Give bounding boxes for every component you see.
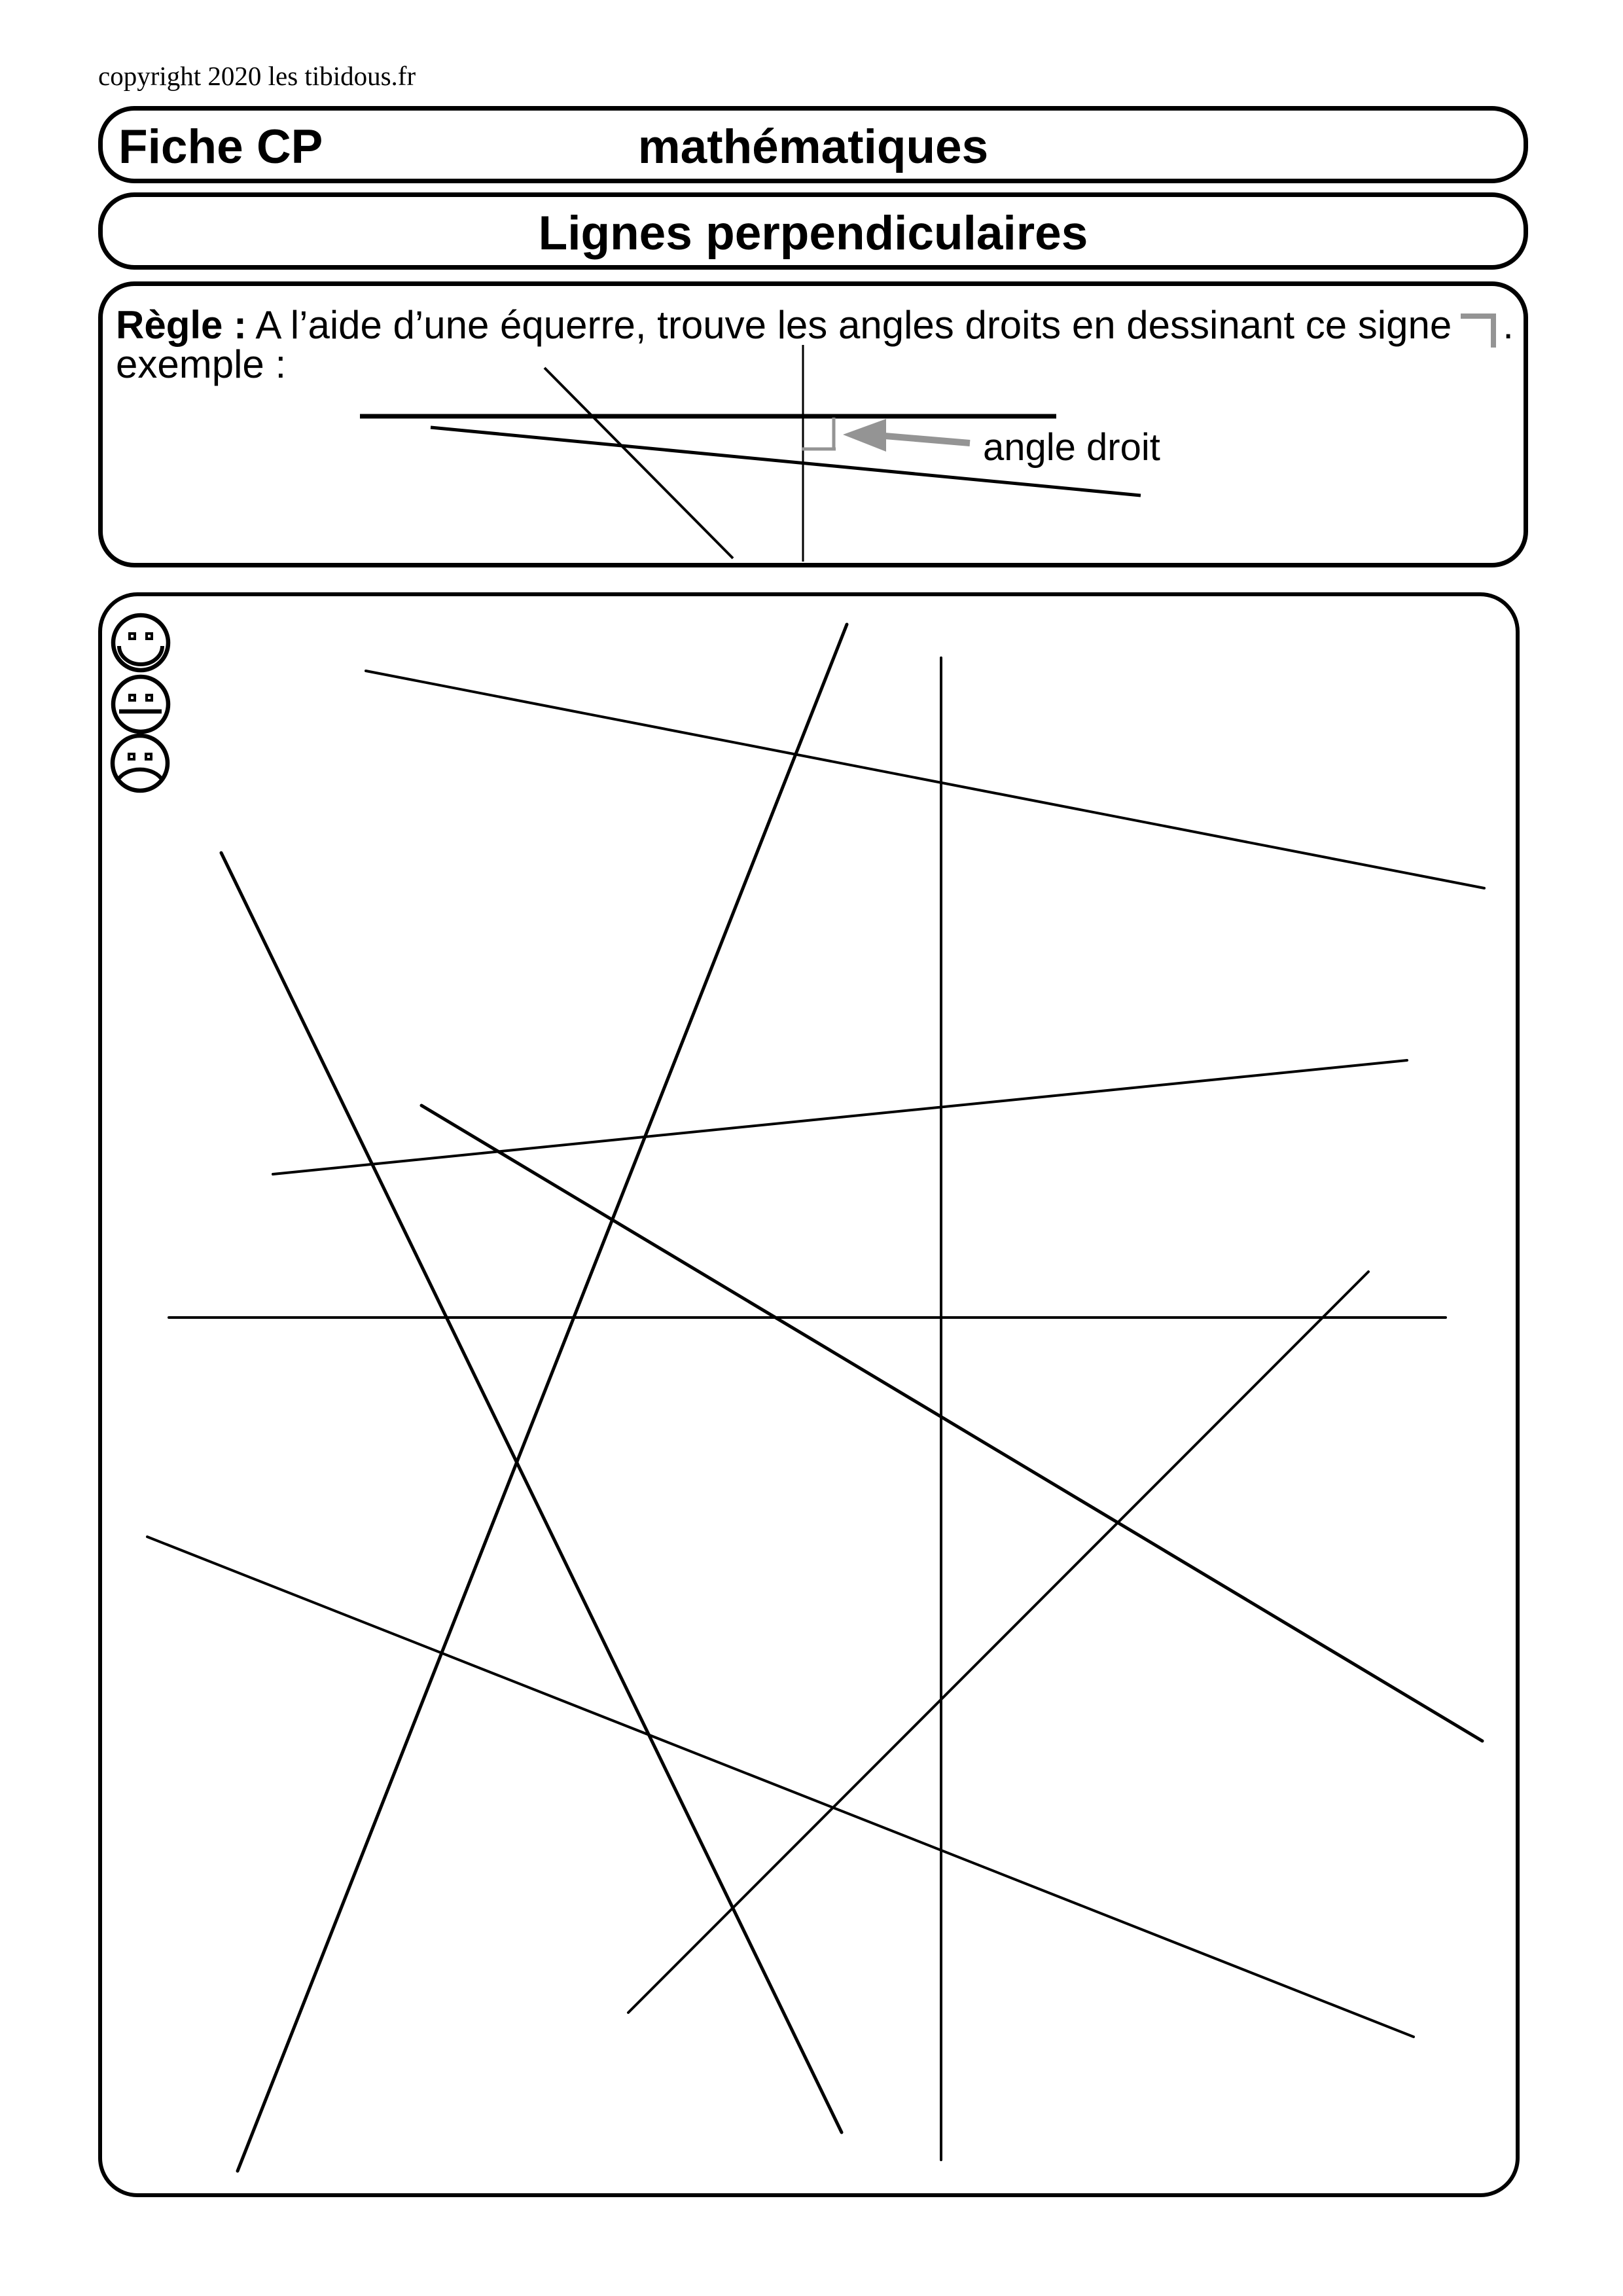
steep-diagonal-line: [544, 368, 733, 558]
exercise-line-top-shallow-line: [366, 671, 1484, 888]
angle-droit-label: angle droit: [983, 426, 1160, 469]
smiley-eye-dot: [148, 635, 151, 637]
copyright-text: copyright 2020 les tibidous.fr: [98, 61, 416, 91]
smiley-eye-dot: [131, 696, 134, 699]
exercise-line-bottom-shallow-line: [147, 1537, 1414, 2037]
exercise-line-rising-diagonal: [628, 1272, 1368, 2013]
smiley-neutral-icon: [113, 677, 168, 732]
smiley-face-outline: [113, 677, 168, 732]
arrow-shaft: [885, 436, 970, 443]
worksheet-title: Lignes perpendiculaires: [538, 207, 1088, 260]
rule-suffix: .: [1503, 303, 1514, 347]
smiley-face-outline: [113, 736, 168, 791]
header-banner: [98, 106, 1528, 183]
exercise-line-middle-diagonal: [421, 1105, 1482, 1741]
smiley-eye-dot: [147, 755, 150, 758]
subject-label: mathématiques: [637, 120, 989, 173]
smiley-sad-icon: [113, 736, 168, 791]
smiley-face-outline: [113, 615, 168, 670]
exercise-line-long-steep-down-right: [221, 853, 842, 2132]
title-banner: [98, 192, 1528, 270]
smiley-eye-dot: [131, 635, 134, 637]
smiley-mouth-smile: [119, 646, 162, 664]
rule-text: A l’aide d’une équerre, trouve les angles droits en dessinant ce signe: [255, 303, 1452, 347]
exercise-line-long-steep-down-left: [238, 624, 847, 2171]
smiley-eye-dot: [130, 755, 133, 758]
arrow-head-icon: [843, 419, 886, 452]
smiley-happy-icon: [113, 615, 168, 670]
rule-label: Règle :: [116, 303, 247, 347]
example-figure: [98, 281, 1528, 567]
smiley-mouth-frown: [118, 770, 162, 780]
sheet-level-label: Fiche CP: [118, 120, 323, 173]
example-label: exemple :: [116, 342, 287, 386]
smiley-eye-dot: [148, 696, 151, 699]
exercise-canvas: [98, 592, 1520, 2197]
